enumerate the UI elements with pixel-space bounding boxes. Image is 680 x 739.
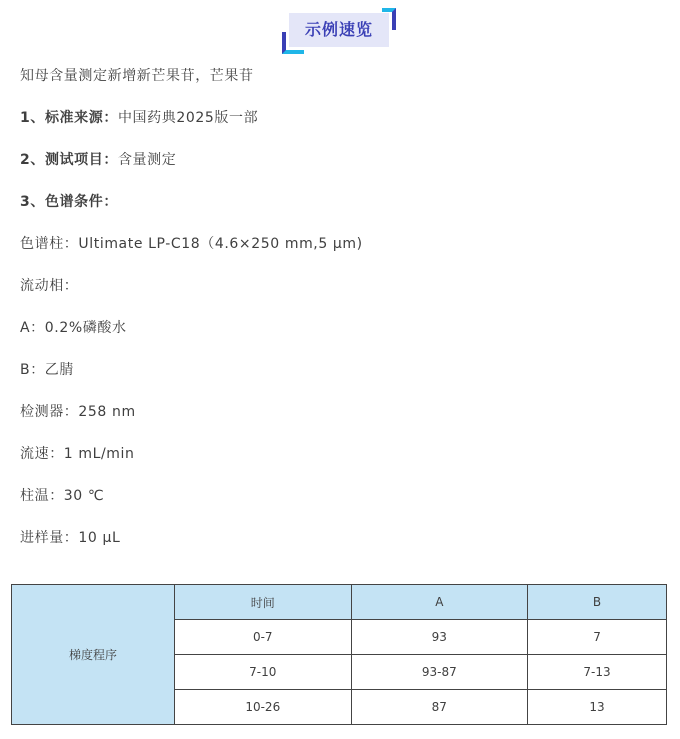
cell-b: 7-13 — [528, 655, 667, 690]
column-header-b: B — [528, 585, 667, 620]
section-chromatography-conditions — [20, 192, 118, 212]
cell-a: 93 — [351, 620, 528, 655]
gradient-table — [11, 584, 667, 725]
section-test-item — [20, 150, 176, 170]
condition-detector: 检测器：258 nm — [20, 404, 136, 420]
column-header-a: A — [351, 585, 528, 620]
condition-phase-b: B：乙腈 — [20, 362, 75, 378]
section-label: 2、测试项目： — [20, 152, 118, 168]
column-header-time: 时间 — [175, 585, 352, 620]
section-standard-source — [20, 108, 258, 128]
cell-a: 87 — [351, 690, 528, 725]
condition-phase-a: A：0.2%磷酸水 — [20, 320, 127, 336]
cell-time: 7-10 — [175, 655, 352, 690]
condition-flow-rate: 流速：1 mL/min — [20, 446, 135, 462]
gradient-program-label: 梯度程序 — [12, 585, 175, 725]
section-value: 中国药典2025版一部 — [117, 110, 259, 126]
cell-b: 13 — [528, 690, 667, 725]
section-label: 3、色谱条件： — [20, 194, 118, 210]
cell-a: 93-87 — [351, 655, 528, 690]
condition-column-temp: 柱温：30 ℃ — [20, 488, 105, 504]
condition-mobile-phase: 流动相： — [20, 278, 79, 294]
section-value: 含量测定 — [117, 152, 177, 168]
cell-time: 10-26 — [175, 690, 352, 725]
section-label: 1、标准来源： — [20, 110, 118, 126]
cell-b: 7 — [528, 620, 667, 655]
badge-title: 示例速览 — [289, 13, 389, 47]
table-header-row — [12, 585, 667, 620]
condition-injection-volume: 进样量：10 μL — [20, 530, 121, 546]
condition-column: 色谱柱：Ultimate LP-C18（4.6×250 mm,5 μm) — [20, 236, 363, 252]
intro-text: 知母含量测定新增新芒果苷，芒果苷 — [20, 68, 254, 84]
cell-time: 0-7 — [175, 620, 352, 655]
section-badge — [282, 8, 396, 54]
